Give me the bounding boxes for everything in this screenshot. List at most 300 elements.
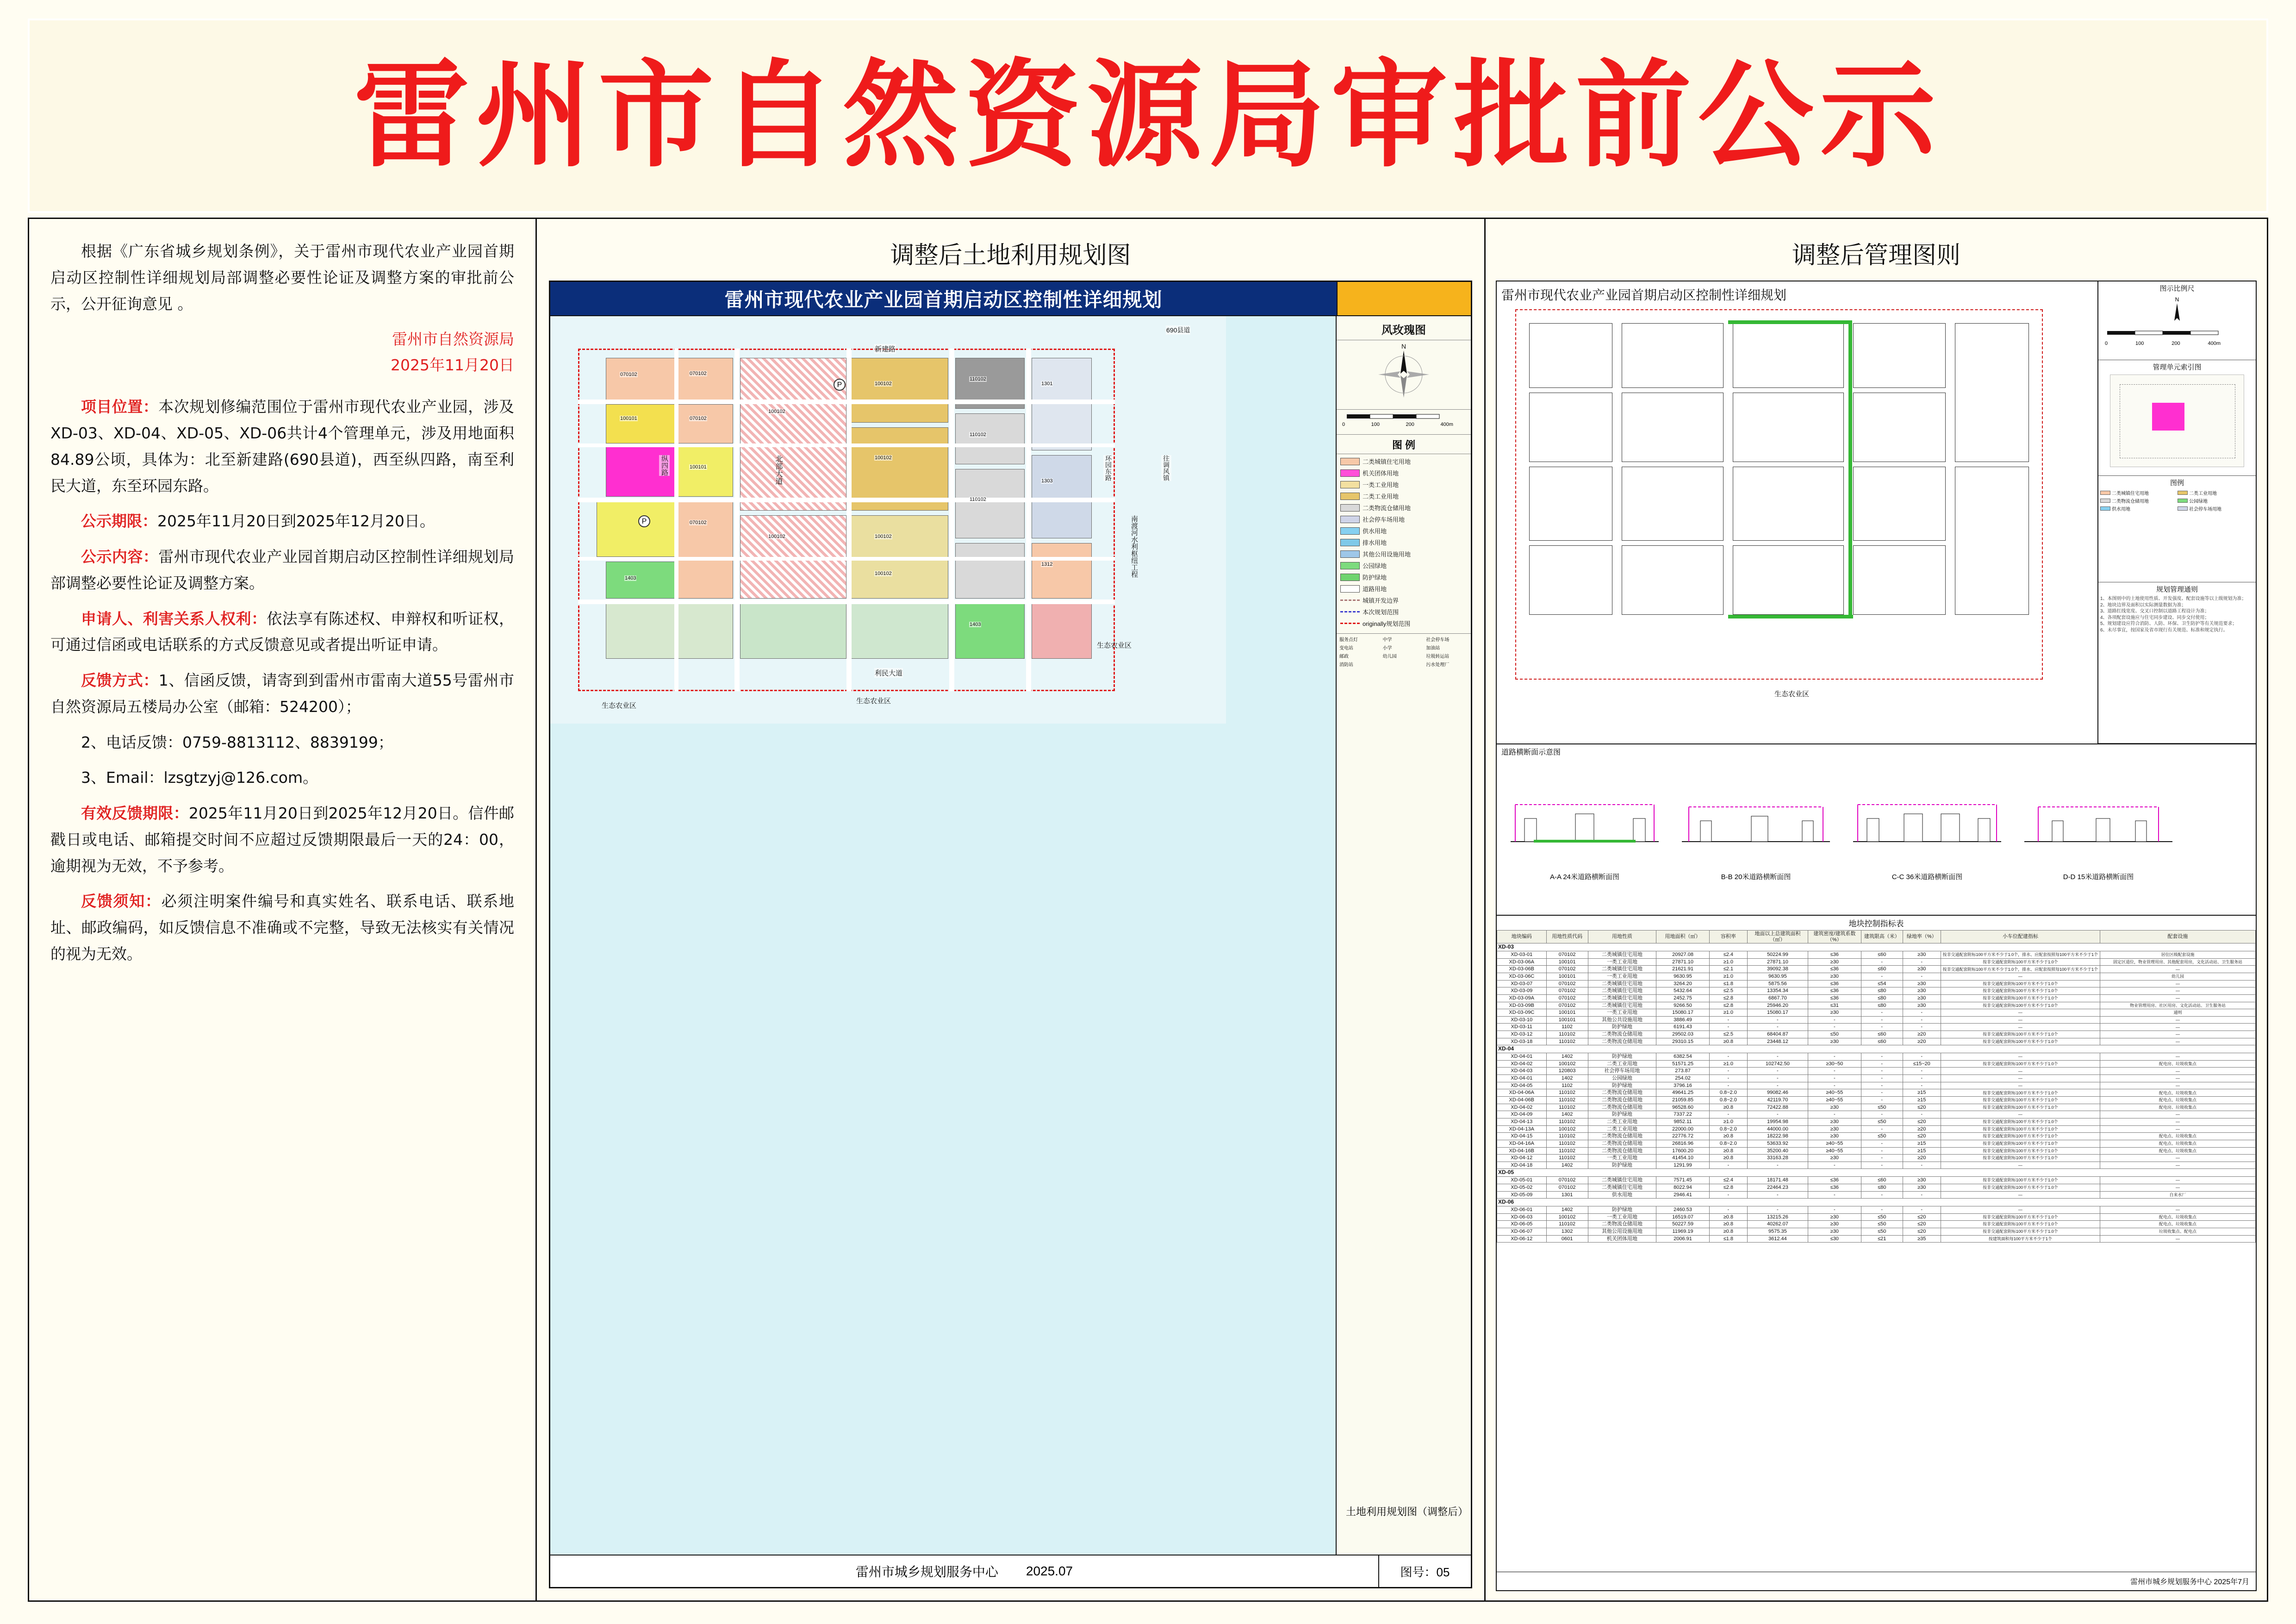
table-row[interactable] [1497,1118,2256,1125]
table-cell: ≥30 [1808,973,1861,981]
table-cell: ≤36 [1808,994,1861,1002]
parcel-070102-c[interactable] [678,404,733,443]
block-cell[interactable] [1529,545,1612,615]
table-cell: ≥1.0 [1709,958,1747,966]
table-cell: ≤20 [1903,1104,1941,1111]
legend-swatch [1340,516,1360,523]
table-cell: 按非交通配套附标100平方米不少于1.0个 [1941,1097,2100,1104]
parcel-070102-e[interactable] [1032,543,1092,599]
facility-icon-label: 小学 [1382,646,1392,651]
table-cell: 1402 [1546,1206,1588,1213]
eco-label-2: 生态农业区 [602,702,637,710]
table-row[interactable] [1497,1191,2256,1199]
table-cell: XD-06-03 [1497,1213,1547,1221]
table-cell: ≤2.5 [1709,1031,1747,1038]
parcel-070102-a[interactable] [606,358,675,402]
table-cell: ≤2.8 [1709,994,1747,1002]
table-cell: - [1861,1053,1903,1061]
parcel-110102-c[interactable] [955,469,1025,538]
parcel-eco-a[interactable] [606,603,733,659]
rights-text: 依法享有陈述权、申辩权和听证权，可通过信函或电话联系的方式反馈意见或者提出听证申请。 [50,609,515,654]
table-cell: 防护绿地 [1588,1053,1656,1061]
table-group-row [1497,1169,2256,1177]
table-group-row [1497,1045,2256,1053]
table-cell: ≥30 [1808,1228,1861,1235]
parcel-label: 070102 [620,372,637,377]
table-row[interactable] [1497,1133,2256,1140]
table-cell: ≤36 [1808,951,1861,959]
project-location-para [50,394,514,499]
table-cell: ≥20 [1903,1155,1941,1162]
table-cell: 9630.95 [1656,973,1710,981]
map-canvas[interactable] [550,316,1337,1555]
table-row[interactable] [1497,1075,2256,1082]
table-row[interactable] [1497,994,2256,1002]
road-section-b [1677,749,1835,888]
table-cell: — [2100,1177,2255,1184]
table-cell: XD-04-06B [1497,1097,1547,1104]
table-cell: — [2100,1016,2255,1024]
road-section-b-icon [1677,749,1835,865]
table-cell: ≥15 [1903,1097,1941,1104]
table-cell: XD-04-13A [1497,1125,1547,1133]
table-row[interactable] [1497,1213,2256,1221]
table-row[interactable] [1497,966,2256,973]
table-cell: - [1747,1068,1808,1075]
management-sheet [1496,281,2257,1591]
table-cell: 100102 [1546,1213,1588,1221]
control-index-table-body [1497,943,2256,1243]
table-cell: 0.8~2.0 [1709,1089,1747,1097]
legend-label: 二类物流仓储用地 [1363,505,1411,512]
table-cell: 其他公用设施用地 [1588,1228,1656,1235]
parcel-hatched-a[interactable] [740,358,846,511]
map-sub-title: 土地利用规划图（调整后） [1345,1506,1468,1518]
table-row[interactable] [1497,1235,2256,1243]
management-plan-column [1486,218,2268,1602]
project-location-text: 本次规划修编范围位于雷州市现代农业产业园，涉及XD-03、XD-04、XD-05、XD-06共计4个管理单元，涉及用地面积84.89公顷，具体为：北至新建路(690县道)，西至纵四路，南至利民大道，东至环园东路。 [50,398,515,495]
map-legend-panel [1337,316,1471,1555]
th-parking: 小车位配建指标 [1941,931,2100,943]
th-parcel-code: 地块编码 [1497,931,1547,943]
feedback-item-3-para: 3、Email：lzsgtzyj@126.com。 [81,768,318,787]
table-row[interactable] [1497,1140,2256,1147]
content-label: 公示内容： [81,548,159,566]
table-row[interactable] [1497,1111,2256,1118]
table-row[interactable] [1497,1155,2256,1162]
legend-swatch [1340,481,1360,488]
table-group-label: XD-03 [1497,943,2256,951]
table-cell: - [1903,1191,1941,1199]
table-cell: 2946.41 [1656,1191,1710,1199]
block-cell[interactable] [1733,467,1844,541]
table-cell: 二类物流仓储用地 [1588,1133,1656,1140]
table-cell: 3264.20 [1656,980,1710,987]
table-cell: ≤2.8 [1709,1002,1747,1009]
table-cell: 防护绿地 [1588,1111,1656,1118]
table-cell: XD-04-05 [1497,1082,1547,1089]
table-cell: XD-05-02 [1497,1184,1547,1191]
table-cell: ≥30 [1903,1177,1941,1184]
compass-rose [1337,340,1471,410]
table-cell: 二类城镇住宅用地 [1588,980,1656,987]
table-cell: - [1861,1140,1903,1147]
table-cell: - [1903,1082,1941,1089]
table-cell: ≤20 [1903,1228,1941,1235]
block-cell[interactable] [1529,467,1612,541]
table-row[interactable] [1497,1016,2256,1024]
regulatory-map-title: 雷州市现代农业产业园首期启动区控制性详细规划 [1501,287,1787,303]
table-row[interactable] [1497,1162,2256,1169]
table-cell: — [2100,1118,2255,1125]
table-row[interactable] [1497,1147,2256,1155]
table-cell: 68404.87 [1747,1031,1808,1038]
table-cell: 53633.92 [1747,1140,1808,1147]
legend-row [1340,468,1467,477]
windrose-title: 风玫瑰图 [1337,316,1471,340]
block-cell[interactable] [1853,323,1946,388]
parcel-070102-b[interactable] [678,358,733,402]
table-cell: 机关团体用地 [1588,1235,1656,1243]
block-cell[interactable] [1733,393,1844,462]
table-cell: ≥40~55 [1808,1089,1861,1097]
table-cell: 22776.72 [1656,1133,1710,1140]
table-cell: — [2100,1082,2255,1089]
table-cell: 26816.96 [1656,1140,1710,1147]
table-row[interactable] [1497,1104,2256,1111]
table-cell: - [1861,1024,1903,1031]
table-cell: 0.8~2.0 [1709,1140,1747,1147]
parcel-110102-d[interactable] [955,543,1025,599]
table-cell: - [1709,1024,1747,1031]
table-row[interactable] [1497,1206,2256,1213]
management-top [1497,281,2256,744]
table-cell: - [1861,1068,1903,1075]
table-cell: 二类工业用地 [1588,1060,1656,1068]
legend-label: 二类工业用地 [2189,491,2217,496]
facility-icon-label: 垃圾转运站 [1426,654,1450,659]
table-cell: 按非交通配套附标100平方米不少于1.0个，排水、应配套按照每100平方米不少于1个 [1941,966,2100,973]
legend-label: 一类工业用地 [1363,481,1399,488]
table-cell: 按非交通配套附标100平方米不少于1.0个 [1941,1140,2100,1147]
legend-swatch [1340,585,1360,593]
table-group-label: XD-06 [1497,1199,2256,1206]
table-cell: — [1941,1068,2100,1075]
table-cell: 21621.91 [1656,966,1710,973]
table-cell: 7337.22 [1656,1111,1710,1118]
table-cell: - [1747,1075,1808,1082]
table-cell: 2006.91 [1656,1235,1710,1243]
table-cell: 按非交通配套附标100平方米不少于1.0个，排水、应配套按照每100平方米不少于1个 [1941,951,2100,959]
feedback-label: 反馈方式： [81,671,159,690]
green-strip [1848,320,1852,617]
table-cell: 070102 [1546,1177,1588,1184]
block-cell[interactable] [1853,467,1946,541]
parcel-100101-c[interactable] [597,501,675,557]
table-cell: 一类工业用地 [1588,1213,1656,1221]
regulatory-side-panel [2098,281,2256,743]
table-row[interactable] [1497,1177,2256,1184]
table-row[interactable] [1497,1097,2256,1104]
table-row[interactable] [1497,987,2256,995]
rules-box [2098,582,2256,743]
sign-date: 2025年11月20日 [391,356,514,375]
map-footer-date: 2025.07 [1026,1564,1073,1578]
table-cell: ≤1.8 [1709,1235,1747,1243]
parcel-120803[interactable] [1032,358,1092,450]
legend-swatch [1340,574,1360,581]
table-cell: - [1808,1053,1861,1061]
table-row[interactable] [1497,1031,2256,1038]
table-cell: — [2100,1075,2255,1082]
table-row[interactable] [1497,980,2256,987]
table-cell: 3886.49 [1656,1016,1710,1024]
parcel-1403-a[interactable] [606,562,675,599]
table-row[interactable] [1497,1228,2256,1235]
table-row[interactable] [1497,1068,2256,1075]
road-v4 [949,349,954,691]
legend-label: 供水用地 [1363,528,1387,535]
eco-label-right: 生态农业区 [1774,690,1810,698]
table-cell: 按非交通配套附标100平方米不少于1.0个 [1941,1213,2100,1221]
table-cell: - [1861,1162,1903,1169]
table-cell: 070102 [1546,966,1588,973]
valid-label: 有效反馈期限： [81,804,189,823]
block-cell[interactable] [1853,393,1946,462]
legend-title: 图 例 [1337,435,1471,454]
table-cell: XD-03-09B [1497,1002,1547,1009]
table-cell: 15080.17 [1747,1009,1808,1017]
table-cell: 按非交通配套附标100平方米不少于1.0个 [1941,994,2100,1002]
table-cell: ≥15 [1903,1147,1941,1155]
table-cell: 6867.70 [1747,994,1808,1002]
block-cell[interactable] [1733,545,1844,615]
table-cell: XD-04-06A [1497,1089,1547,1097]
table-group-label: XD-04 [1497,1045,2256,1053]
parcel-110102-b[interactable] [955,413,1025,464]
legend-row [1340,584,1467,593]
control-index-table [1497,930,2256,1243]
table-cell: ≥40~55 [1808,1140,1861,1147]
table-cell: XD-04-01 [1497,1053,1547,1061]
table-row[interactable] [1497,1053,2256,1061]
table-cell: 二类城镇住宅用地 [1588,987,1656,995]
table-cell: - [1861,1016,1903,1024]
block-cell[interactable] [1955,323,2029,462]
regulatory-map[interactable] [1497,281,2098,743]
table-cell: — [2100,1024,2255,1031]
table-cell: - [1808,1191,1861,1199]
parcel-eco-b[interactable] [740,603,846,659]
table-cell: 二类物流仓储用地 [1588,1104,1656,1111]
table-cell: — [2100,1155,2255,1162]
table-cell: XD-03-07 [1497,980,1547,987]
table-row[interactable] [1497,1038,2256,1045]
table-row[interactable] [1497,1184,2256,1191]
table-row[interactable] [1497,951,2256,959]
legend-label: 二类物流仓储用地 [2112,499,2149,504]
keymap-canvas[interactable] [2110,375,2244,467]
table-cell: ≤50 [1861,1104,1903,1111]
table-cell: 5432.64 [1656,987,1710,995]
block-cell[interactable] [1853,545,1946,615]
table-row[interactable] [1497,1089,2256,1097]
legend-label: originally规划范围 [1363,620,1411,627]
table-cell: — [1941,1206,2100,1213]
table-cell: 22464.23 [1747,1184,1808,1191]
legend-label: 排水用地 [1363,539,1387,546]
table-cell: 3796.16 [1656,1082,1710,1089]
table-cell: ≥1.0 [1709,1060,1747,1068]
road-v3 [846,349,852,691]
table-cell: 社会停车场用地 [1588,1068,1656,1075]
table-cell: 配电点、垃圾收集点 [2100,1097,2255,1104]
table-cell: 配电房、垃圾收集点 [2100,1060,2255,1068]
table-cell: 110102 [1546,1038,1588,1045]
table-cell: ≥0.8 [1709,1155,1747,1162]
scalebar-icon [2105,329,2244,339]
table-cell: 2452.75 [1656,994,1710,1002]
table-cell: 110102 [1546,1031,1588,1038]
notice-rules-para [50,888,514,967]
map-title-row [550,282,1471,316]
block-cell[interactable] [1955,467,2029,615]
table-cell: ≥0.8 [1709,1133,1747,1140]
rules-title: 规划管理通则 [2156,586,2198,593]
road-label-690: 690县道 [1166,326,1190,334]
table-row[interactable] [1497,1009,2256,1017]
parcel-100101-b[interactable] [678,446,733,497]
content-text: 雷州市现代农业产业园首期启动区控制性详细规划局部调整必要性论证及调整方案。 [50,548,515,592]
table-cell: 50227.59 [1656,1221,1710,1228]
legend-line [1340,600,1360,601]
table-cell: 二类物流仓储用地 [1588,1221,1656,1228]
table-cell: - [1747,1024,1808,1031]
land-use-map-frame [549,281,1472,1588]
table-cell: - [1861,1206,1903,1213]
rules-text: 1、本图则中的土地使用性质、开发强度、配套设施等以上级规划为准； 2、地块边界及面积以实际测量数据为准； 3、道路红线宽度、交叉口控制以道路工程设计为准； 4、各项配套设施应与住宅同步建设、同步交付使用； 5、规划建设应符合消防、人防、环保、卫生防护等有关规范要求； 6、未尽事宜，按国家及省市现行有关规范、标准和规定执行。 [2100,596,2246,633]
road-section-caption: B-B 20米道路横断面图 [1721,873,1791,881]
legend-row [1340,492,1467,500]
table-row[interactable] [1497,973,2256,981]
table-cell: ≥0.8 [1709,1221,1747,1228]
table-cell: 配电点、垃圾收集点 [2100,1147,2255,1155]
parcel-070102-d[interactable] [678,501,733,599]
table-row[interactable] [1497,1221,2256,1228]
table-cell: ≥35 [1903,1235,1941,1243]
block-cell[interactable] [1622,467,1724,541]
scale-tick: 200 [2172,341,2180,346]
block-cell[interactable] [1529,393,1612,462]
parcel-100102-a[interactable] [851,358,948,423]
table-cell: - [1861,1147,1903,1155]
table-cell: XD-04-16A [1497,1140,1547,1147]
table-cell: ≥40~55 [1808,1147,1861,1155]
table-cell: 8022.94 [1656,1184,1710,1191]
table-cell: 110102 [1546,1140,1588,1147]
table-row[interactable] [1497,1024,2256,1031]
table-cell: 按非交通配套附标100平方米不少于1.0个 [1941,1089,2100,1097]
table-cell: 按非交通配套附标100平方米不少于1.0个 [1941,1125,2100,1133]
table-cell: ≤50 [1808,1031,1861,1038]
table-cell: XD-03-09 [1497,987,1547,995]
road-sections-panel [1497,744,2256,916]
table-cell: ≤21 [1861,1235,1903,1243]
feedback-item-1: 1、信函反馈，请寄到到雷州市雷南大道55号雷州市自然资源局五楼局办公室（邮箱：524200）； [50,671,514,716]
table-cell: — [1941,1009,2100,1017]
legend-row [2178,489,2254,496]
table-cell: 070102 [1546,1002,1588,1009]
period-para [50,508,514,535]
table-cell: XD-04-18 [1497,1162,1547,1169]
table-cell: ≤60 [1861,1031,1903,1038]
legend-row [1340,526,1467,535]
table-cell: 防护绿地 [1588,1206,1656,1213]
map-body [550,316,1471,1555]
block-cell[interactable] [1733,323,1844,388]
table-cell: ≥0.8 [1709,1213,1747,1221]
table-row[interactable] [1497,958,2256,966]
table-cell: ≥20 [1903,1031,1941,1038]
table-cell: ≥30 [1903,994,1941,1002]
table-cell: ≤2.8 [1709,1184,1747,1191]
facility-icon-label: 变电站 [1339,646,1353,651]
table-header-row [1497,931,2256,943]
table-cell: 15080.17 [1656,1009,1710,1017]
notice-text-column [28,218,537,1602]
table-cell: 110102 [1546,1147,1588,1155]
parcel-1312[interactable] [1032,455,1092,538]
table-row[interactable] [1497,1082,2256,1089]
block-cell[interactable] [1622,323,1724,388]
legend-swatch [1340,562,1360,569]
parcel-red-south[interactable] [1032,603,1092,659]
table-cell: 0.8~2.0 [1709,1097,1747,1104]
table-cell: 100101 [1546,973,1588,981]
control-table-title: 地块控制指标表 [1848,919,1904,928]
block-cell[interactable] [1622,393,1724,462]
parcel-100101-a[interactable] [606,404,675,443]
table-cell: 公园绿地 [1588,1075,1656,1082]
table-cell: - [1861,1155,1903,1162]
table-cell: 防护绿地 [1588,1082,1656,1089]
table-cell: - [1861,1111,1903,1118]
table-cell: 二类城镇住宅用地 [1588,994,1656,1002]
table-row[interactable] [1497,1060,2256,1068]
table-cell: ≥30 [1808,1104,1861,1111]
map-footer-left [550,1555,1378,1587]
parcel-1403-b[interactable] [955,603,1025,659]
table-cell: 110102 [1546,1155,1588,1162]
table-cell: ≥30 [1808,1155,1861,1162]
legend-label: 社会停车场用地 [2189,507,2221,512]
table-cell: 1402 [1546,1111,1588,1118]
table-cell: XD-03-06C [1497,973,1547,981]
parcel-eco-c[interactable] [851,603,948,659]
legend-label: 道路用地 [1363,586,1387,593]
table-cell: XD-04-13 [1497,1118,1547,1125]
table-cell: - [1903,1024,1941,1031]
table-cell: XD-03-06A [1497,958,1547,966]
block-cell[interactable] [1529,323,1612,388]
table-row[interactable] [1497,1125,2256,1133]
block-cell[interactable] [1622,545,1724,615]
legend-label: 防护绿地 [1363,574,1387,581]
table-row[interactable] [1497,1002,2256,1009]
legend-box-grid [2100,489,2254,512]
road-section-caption: D-D 15米道路横断面图 [2063,873,2134,881]
facility-icon-label: 污水处理厂 [1426,662,1450,668]
